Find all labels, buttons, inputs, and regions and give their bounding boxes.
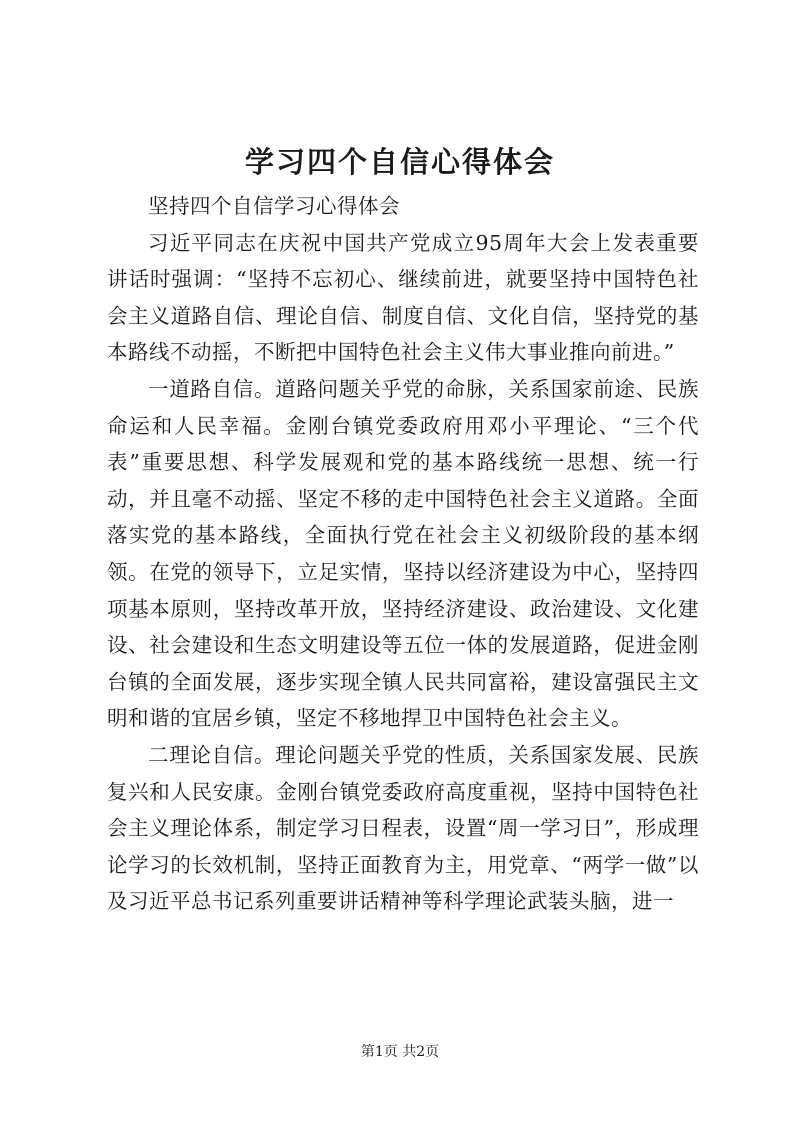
document-title: 学习四个自信心得体会 — [244, 145, 555, 179]
page-number-footer: 第1页 共2页 — [360, 1044, 440, 1060]
subtitle-paragraph: 坚持四个自信学习心得体会 — [148, 194, 400, 218]
body-paragraph: 二理论自信。理论问题关乎党的性质，关系国家发展、民族复兴和人民安康。金刚台镇党委政府高度重视，坚持中国特色社会主义理论体系，制定学习日程表，设置“周一学习日”，形成理论学习的长效机制，坚持正面教育为主，用党章、“两学一做”以及习近平总书记系列重要讲话精神等科学理论武装头脑，进一 — [107, 742, 699, 914]
document-body — [107, 188, 699, 920]
body-paragraph: 习近平同志在庆祝中国共产党成立95周年大会上发表重要讲话时强调：“坚持不忘初心、继续前进，就要坚持中国特色社会主义道路自信、理论自信、制度自信、文化自信，坚持党的基本路线不动摇，不断把中国特色社会主义伟大事业推向前进。” — [107, 230, 699, 365]
body-paragraph: 一道路自信。道路问题关乎党的命脉，关系国家前途、民族命运和人民幸福。金刚台镇党委政府用邓小平理论、“三个代表”重要思想、科学发展观和党的基本路线统一思想、统一行动，并且毫不动摇、坚定不移的走中国特色社会主义道路。全面落实党的基本路线，全面执行党在社会主义初级阶段的基本纲领。在党的领导下，立足实情，坚持以经济建设为中心，坚持四项基本原则，坚持改革开放，坚持经济建设、政治建设、文化建设、社会建设和生态文明建设等五位一体的发展道路，促进金刚台镇的全面发展，逐步实现全镇人民共同富裕，建设富强民主文明和谐的宜居乡镇，坚定不移地捍卫中国特色社会主义。 — [107, 376, 699, 731]
